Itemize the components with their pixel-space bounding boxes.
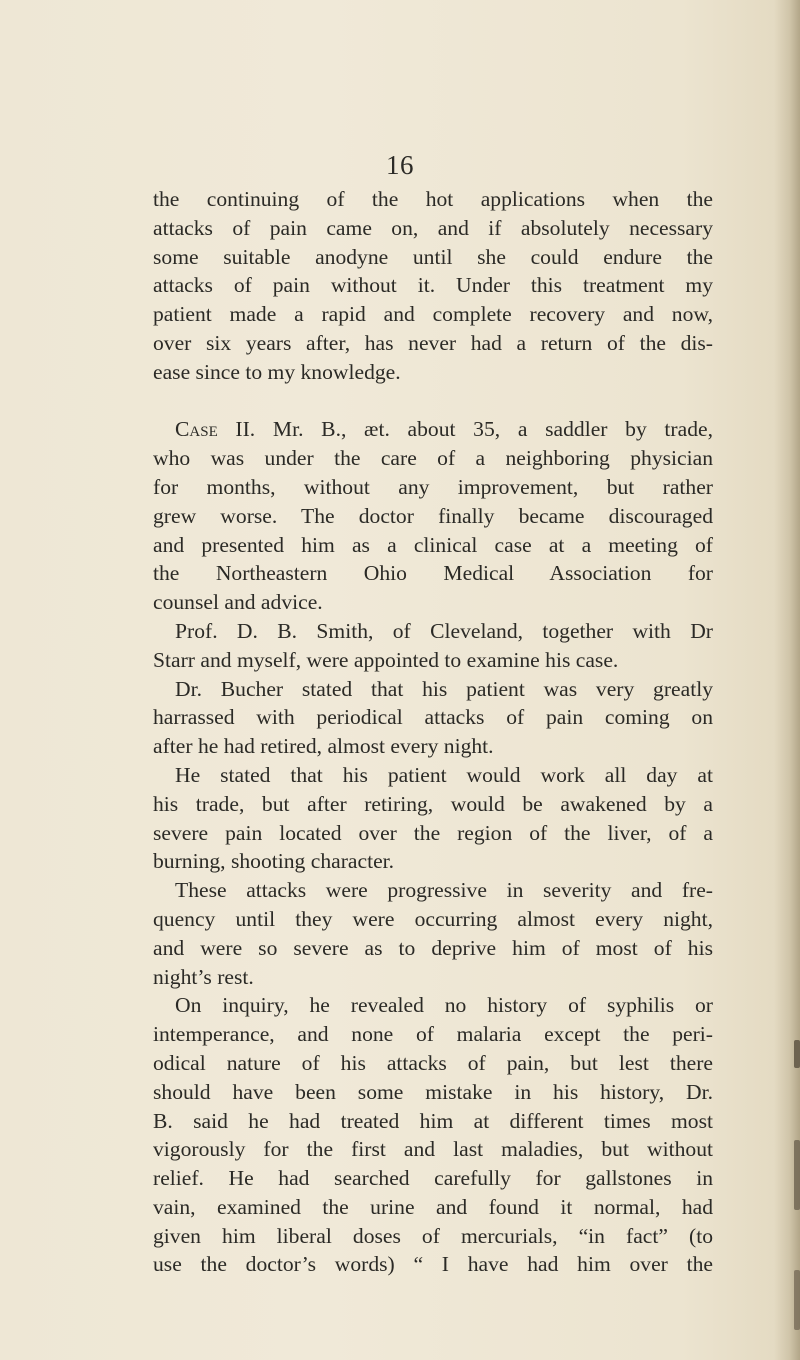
text-line: On inquiry, he revealed no history of syphilis or <box>175 993 713 1018</box>
text-line: ease since to my knowledge. <box>153 359 401 384</box>
text-line: Dr. Bucher stated that his patient was very greatly <box>175 676 713 701</box>
text-line: some suitable anodyne until she could endure the <box>153 244 713 269</box>
text-line-rest: Mr. B., æt. about 35, a saddler by trade, <box>255 417 713 442</box>
text-line: Prof. D. B. Smith, of Cleveland, together with Dr <box>175 618 713 643</box>
text-line: over six years after, has never had a return of the dis- <box>153 330 713 355</box>
text-line: attacks of pain came on, and if absolutely necessary <box>153 215 713 240</box>
text-line: B. said he had treated him at different times most <box>153 1108 713 1133</box>
text-line: harrassed with periodical attacks of pain coming on <box>153 705 713 730</box>
binding-mark <box>794 1040 800 1068</box>
page-number: 16 <box>386 150 414 180</box>
text-line: the continuing of the hot applications when the <box>153 187 713 211</box>
text-line: night’s rest. <box>153 964 254 989</box>
text-line: quency until they were occurring almost every night, <box>153 906 713 931</box>
text-line: for months, without any improvement, but rather <box>153 474 713 499</box>
text-line: vain, examined the urine and found it normal, had <box>153 1194 713 1219</box>
text-line: the Northeastern Ohio Medical Association for <box>153 561 713 586</box>
body-text <box>153 185 713 1279</box>
text-line: severe pain located over the region of the liver, of a <box>153 820 713 845</box>
text-line: These attacks were progressive in severity and fre- <box>175 878 713 903</box>
binding-mark <box>794 1140 800 1210</box>
text-line: after he had retired, almost every night. <box>153 734 494 759</box>
text-line: vigorously for the first and last maladies, but without <box>153 1137 713 1162</box>
text-line: attacks of pain without it. Under this treatment my <box>153 273 713 298</box>
text-line: intemperance, and none of malaria except the peri- <box>153 1022 713 1047</box>
text-line: and presented him as a clinical case at a meeting of <box>153 532 713 557</box>
text-line <box>153 415 713 444</box>
text-line: relief. He had searched carefully for gallstones in <box>153 1166 713 1191</box>
text-line: He stated that his patient would work all day at <box>175 762 713 787</box>
text-line: should have been some mistake in his history, Dr. <box>153 1079 713 1104</box>
text-line: burning, shooting character. <box>153 849 395 874</box>
text-line: odical nature of his attacks of pain, but lest there <box>153 1050 713 1075</box>
text-line: given him liberal doses of mercurials, “in fact” (to <box>153 1223 713 1248</box>
text-line: counsel and advice. <box>153 590 323 615</box>
binding-mark <box>794 1270 800 1330</box>
text-line: patient made a rapid and complete recovery and now, <box>153 302 713 327</box>
text-line: use the doctor’s words) “ I have had him over the <box>153 1252 713 1277</box>
paragraph-gap <box>153 387 713 416</box>
text-line: and were so severe as to deprive him of most of his <box>153 935 713 960</box>
text-line: Starr and myself, were appointed to examine his case. <box>153 647 619 672</box>
text-line: who was under the care of a neighboring physician <box>153 446 713 471</box>
case-heading: Case II. <box>175 417 256 442</box>
text-line: grew worse. The doctor finally became discouraged <box>153 503 713 528</box>
text-line: his trade, but after retiring, would be awakened by a <box>153 791 713 816</box>
